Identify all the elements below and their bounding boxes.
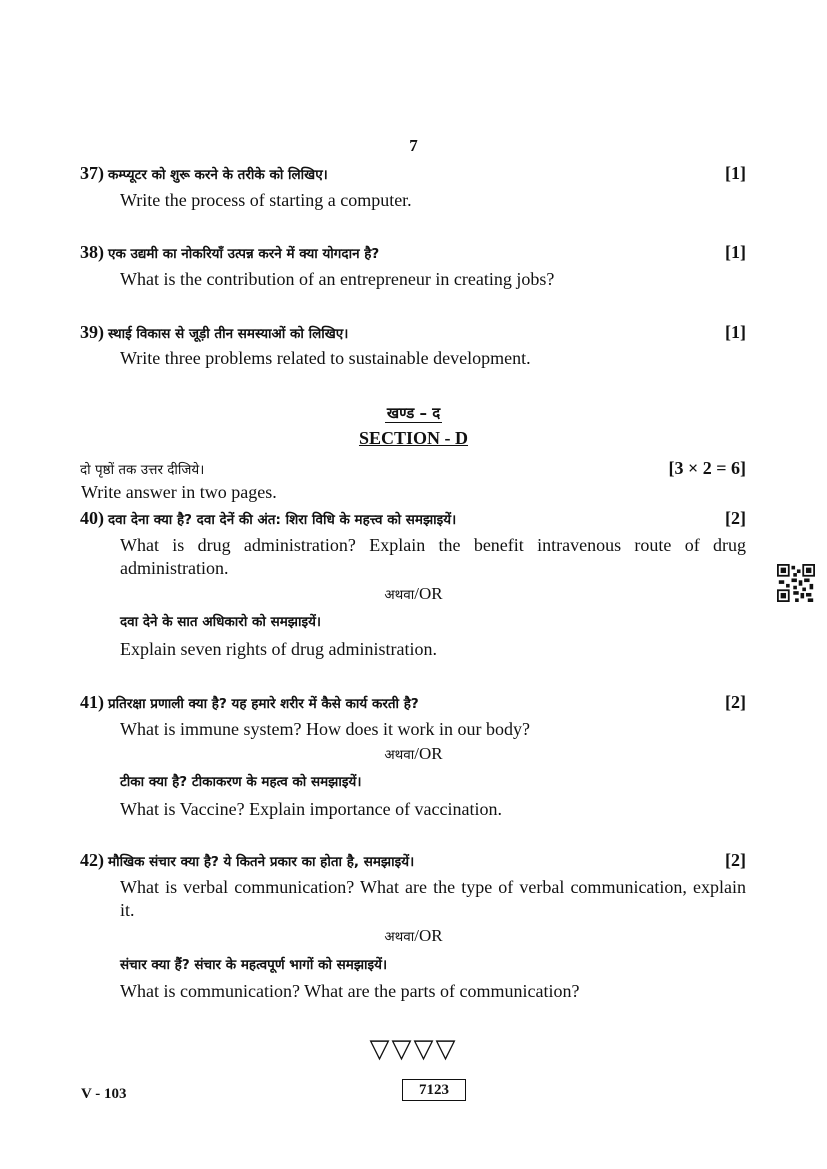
question-40-english: What is drug administration? Explain the benefit intravenous route of drug administration. [120,535,746,578]
question-number: 42) [80,850,104,870]
question-40-hindi-line [80,508,746,529]
question-number: 37) [80,163,104,183]
question-41-hindi-line [80,692,746,713]
question-hindi-text: दवा देना क्या है? दवा देनें की अंत: शिरा विधि के महत्त्व को समझाइयें। [108,512,457,528]
question-number: 39) [80,322,104,342]
question-42-hindi-line [80,850,746,871]
marks-badge: [1] [725,322,746,342]
page-number: 7 [409,136,418,155]
end-of-paper-mark: ▽▽▽▽ [369,1034,458,1064]
or-separator: अथवा/OR [384,926,443,945]
question-number: 41) [80,692,104,712]
question-hindi-text: एक उद्यमी का नोकरियाँ उत्पन्न करने में क्या योगदान है? [108,246,380,262]
question-37-hindi-line [80,163,746,184]
marks-badge: [1] [725,242,746,262]
question-42-alt-hindi: संचार क्या हैं? संचार के महत्वपूर्ण भागों को समझाइयें। [120,957,388,973]
marks-badge: [2] [725,508,746,528]
section-instruction-line [80,458,746,479]
section-marks-total: [3 × 2 = 6] [668,458,746,478]
question-hindi-text: मौखिक संचार क्या है? ये कितने प्रकार का होता है, समझाइयें। [108,854,415,870]
question-number: 40) [80,508,104,528]
question-38-hindi-line [80,242,746,263]
section-title-hindi: खण्ड – द [386,404,441,422]
or-separator: अथवा/OR [384,744,443,763]
question-39-hindi-line [80,322,746,343]
section-title-english: SECTION - D [358,428,469,448]
instruction-english: Write answer in two pages. [81,482,277,502]
qr-code [777,564,815,602]
question-37-english: Write the process of starting a computer. [120,190,412,210]
question-41-alt-english: What is Vaccine? Explain importance of vaccination. [120,799,503,819]
paper-number-box: 7123 [402,1079,466,1101]
marks-badge: [2] [725,850,746,870]
question-number: 38) [80,242,104,262]
question-39-english: Write three problems related to sustainable development. [120,348,531,368]
question-hindi-text: कम्प्यूटर को शुरू करने के तरीके को लिखिए। [108,167,328,183]
question-42-alt-english: What is communication? What are the parts of communication? [120,981,580,1001]
question-41-english: What is immune system? How does it work in our body? [120,719,530,739]
question-42-english: What is verbal communication? What are the type of verbal communication, explain it. [120,877,746,920]
question-41-alt-hindi: टीका क्या है? टीकाकरण के महत्व को समझाइयें। [120,774,362,790]
instruction-hindi: दो पृष्ठों तक उत्तर दीजिये। [80,462,205,478]
question-40-alt-hindi: दवा देने के सात अधिकारो को समझाइयें। [120,614,322,630]
marks-badge: [1] [725,163,746,183]
or-separator: अथवा/OR [384,584,443,603]
paper-code: V - 103 [81,1086,127,1102]
marks-badge: [2] [725,692,746,712]
question-38-english: What is the contribution of an entrepreneur in creating jobs? [120,269,555,289]
question-40-alt-english: Explain seven rights of drug administration. [120,639,437,659]
question-hindi-text: स्थाई विकास से जूड़ी तीन समस्याओं को लिखिए। [108,326,349,342]
question-hindi-text: प्रतिरक्षा प्रणाली क्या है? यह हमारे शरीर में कैसे कार्य करती है? [108,696,419,712]
